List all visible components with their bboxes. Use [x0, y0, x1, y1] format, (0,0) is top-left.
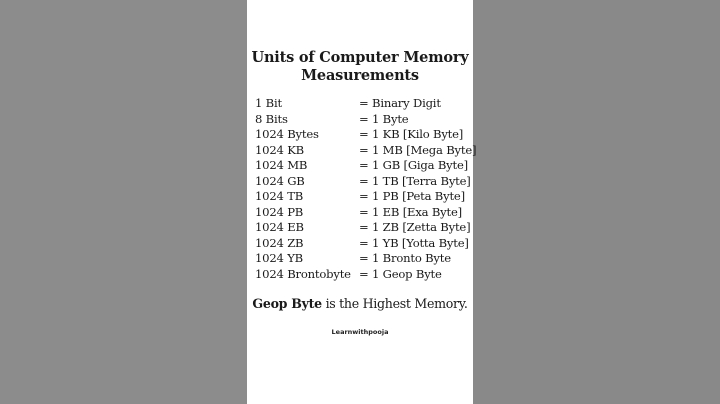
highest-memory-note — [247, 295, 473, 313]
table-row — [255, 127, 473, 143]
unit-equals: = 1 Bronto Byte — [359, 251, 451, 265]
unit-from: 1024 Bytes — [255, 127, 319, 141]
table-row — [255, 96, 473, 112]
highest-unit: Geop Byte — [252, 296, 322, 311]
unit-equals: = 1 MB [Mega Byte] — [359, 142, 477, 157]
table-row — [255, 112, 473, 128]
unit-equals: = 1 TB [Terra Byte] — [359, 173, 471, 188]
unit-from: 1024 YB — [255, 251, 303, 265]
unit-equals: = 1 KB [Kilo Byte] — [359, 127, 464, 141]
unit-from: 8 Bits — [255, 111, 288, 126]
table-row — [255, 267, 473, 283]
unit-equals: = 1 PB [Peta Byte] — [359, 189, 465, 203]
unit-equals: = 1 EB [Exa Byte] — [359, 204, 462, 219]
table-row — [255, 189, 473, 205]
unit-from: 1024 EB — [255, 220, 304, 234]
table-row — [255, 142, 477, 159]
unit-from: 1024 Brontobyte — [255, 266, 351, 281]
card-title: Units of Computer Memory Measurements — [251, 49, 469, 84]
unit-from: 1024 ZB — [255, 235, 304, 250]
unit-from: 1 Bit — [255, 96, 282, 110]
blurred-background-right — [473, 0, 720, 404]
unit-from: 1024 TB — [255, 189, 304, 203]
unit-from: 1024 PB — [255, 204, 304, 219]
unit-from: 1024 GB — [255, 173, 305, 188]
unit-equals: = 1 YB [Yotta Byte] — [359, 235, 469, 250]
table-row — [255, 158, 473, 174]
unit-equals: = 1 ZB [Zetta Byte] — [359, 220, 471, 234]
table-row — [255, 174, 473, 190]
table-row — [255, 220, 473, 236]
watermark: Learnwithpooja — [331, 328, 389, 336]
table-row — [255, 236, 473, 252]
unit-equals: = 1 GB [Giga Byte] — [359, 158, 468, 172]
memory-units-card — [247, 0, 477, 404]
table-row — [255, 205, 473, 221]
unit-equals: = 1 Geop Byte — [359, 266, 442, 281]
unit-equals: = Binary Digit — [359, 96, 441, 110]
unit-from: 1024 MB — [255, 158, 308, 172]
blurred-background-left — [0, 0, 247, 404]
unit-from: 1024 KB — [255, 142, 304, 157]
unit-equals: = 1 Byte — [359, 111, 409, 126]
table-row — [255, 251, 473, 267]
highest-note-text: is the Highest Memory. — [321, 296, 468, 311]
units-table — [255, 96, 477, 282]
